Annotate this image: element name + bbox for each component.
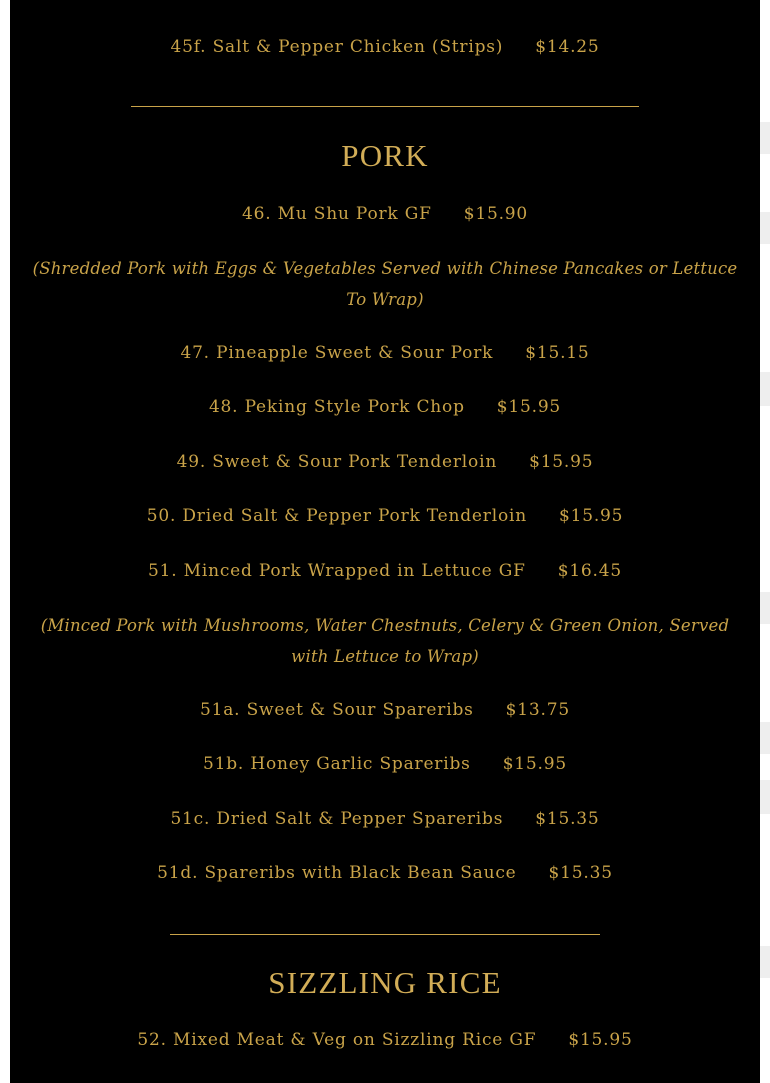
- item-name: 49. Sweet & Sour Pork Tenderloin: [176, 452, 498, 472]
- item-name: 51. Minced Pork Wrapped in Lettuce GF: [147, 561, 526, 581]
- menu-item-51d: [0, 863, 770, 883]
- item-price: $15.95: [568, 1030, 633, 1050]
- menu-item-49: [0, 452, 770, 472]
- menu-item-52: [0, 1030, 770, 1050]
- item-price: $13.75: [505, 700, 570, 720]
- item-price: $15.90: [463, 204, 529, 224]
- item-price: $15.95: [558, 506, 624, 526]
- menu-item-51b: [0, 754, 770, 774]
- item-name: 51d. Spareribs with Black Bean Sauce: [157, 863, 517, 883]
- item-name: 52. Mixed Meat & Veg on Sizzling Rice GF: [137, 1030, 537, 1050]
- item-name: 47. Pineapple Sweet & Sour Pork: [180, 343, 494, 363]
- section-divider: [170, 934, 600, 935]
- menu-item-50: [0, 506, 770, 526]
- menu-item-46: [0, 204, 770, 224]
- item-description-51: (Minced Pork with Mushrooms, Water Chestnuts, Celery & Green Onion, Served with Lettuce to Wrap): [40, 616, 730, 666]
- section-divider: [131, 106, 639, 107]
- item-name: 51c. Dried Salt & Pepper Spareribs: [170, 809, 504, 829]
- menu-item-51c: [0, 809, 770, 829]
- item-price: $15.95: [496, 397, 562, 417]
- menu-item-51: [0, 561, 770, 581]
- item-price: $16.45: [557, 561, 622, 581]
- edge-tab: [760, 722, 770, 754]
- item-name: 48. Peking Style Pork Chop: [208, 397, 465, 417]
- item-name: 51b. Honey Garlic Spareribs: [203, 754, 471, 774]
- item-name: 46. Mu Shu Pork GF: [241, 204, 432, 224]
- item-price: $15.35: [548, 863, 613, 883]
- item-name: 50. Dried Salt & Pepper Pork Tenderloin: [146, 506, 527, 526]
- menu-item-51a: [0, 700, 770, 720]
- menu-item-48: [0, 397, 770, 417]
- item-price: $15.35: [535, 809, 600, 829]
- item-name: 45f. Salt & Pepper Chicken (Strips): [170, 37, 504, 57]
- item-price: $15.95: [502, 754, 567, 774]
- item-price: $15.95: [529, 452, 594, 472]
- edge-tab: [760, 592, 770, 624]
- item-price: $15.15: [525, 343, 590, 363]
- menu-item-45f: [0, 37, 770, 57]
- item-price: $14.25: [535, 37, 600, 57]
- menu-item-47: [0, 343, 770, 363]
- section-title-pork: PORK: [341, 138, 429, 173]
- item-description-46: (Shredded Pork with Eggs & Vegetables Served with Chinese Pancakes or Lettuce To Wrap): [32, 259, 738, 309]
- section-title-sizzling-rice: SIZZLING RICE: [268, 965, 502, 1000]
- item-name: 51a. Sweet & Sour Spareribs: [200, 700, 474, 720]
